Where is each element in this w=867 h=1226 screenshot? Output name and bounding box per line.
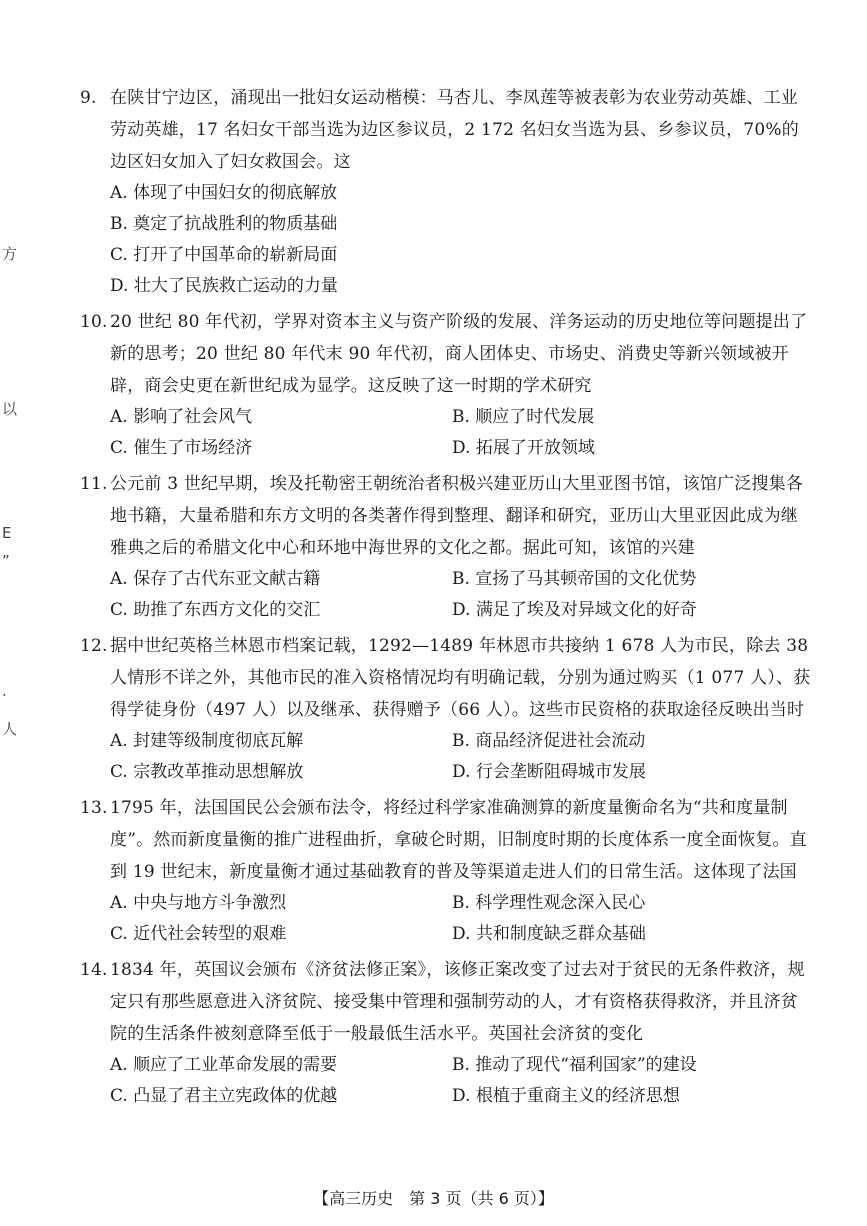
option-list [80,1050,815,1112]
option-a[interactable]: A. 影响了社会风气 [110,407,253,427]
option-list [80,726,815,788]
option-b[interactable]: B. 科学理性观念深入民心 [452,893,646,913]
question-list [80,82,815,1116]
margin-mark: ” [2,552,10,570]
question-number: 9. [80,88,97,108]
option-a[interactable]: A. 顺应了工业革命发展的需要 [110,1055,338,1075]
question-stem [80,630,815,726]
option-d[interactable]: D. 根植于重商主义的经济思想 [452,1086,680,1106]
question-number: 10. [80,312,108,332]
question-10 [80,306,815,464]
option-list [80,402,815,464]
question-text: 1795 年，法国国民公会颁布法令，将经过科学家准确测算的新度量衡命名为“共和度量制度”。然而新度量衡的推广进程曲折，拿破仑时期，旧制度时期的长度体系一度全面恢复。直到 19 世纪末，新度量衡才通过基础教育的普及等渠道走进人们的日常生活。这体现了法国 [110,798,807,882]
question-text: 1834 年，英国议会颁布《济贫法修正案》，该修正案改变了过去对于贫民的无条件救济，规定只有那些愿意进入济贫院、接受集中管理和强制劳动的人，才有资格获得救济，并且济贫院的生活条件被刻意降至低于一般最低生活水平。英国社会济贫的变化 [110,960,805,1044]
option-c[interactable]: C. 凸显了君主立宪政体的优越 [110,1086,338,1106]
question-11 [80,468,815,626]
option-list [80,178,815,302]
margin-mark: 方 [2,245,18,263]
question-12 [80,630,815,788]
margin-mark: 以 [2,400,18,418]
question-number: 12. [80,636,108,656]
option-b[interactable]: B. 顺应了时代发展 [452,407,595,427]
option-d[interactable]: D. 行会垄断阻碍城市发展 [452,762,646,782]
option-a[interactable]: A. 封建等级制度彻底瓦解 [110,731,304,751]
question-13 [80,792,815,950]
option-a[interactable]: A. 中央与地方斗争激烈 [110,893,287,913]
option-a[interactable]: A. 保存了古代东亚文献古籍 [110,569,321,589]
question-text: 公元前 3 世纪早期，埃及托勒密王朝统治者积极兴建亚历山大里亚图书馆，该馆广泛搜集各地书籍，大量希腊和东方文明的各类著作得到整理、翻译和研究，亚历山大里亚因此成为继雅典之后的希腊文化中心和环地中海世界的文化之都。据此可知，该馆的兴建 [110,474,804,558]
margin-mark: ⋅ [2,686,7,704]
option-c[interactable]: C. 近代社会转型的艰难 [110,924,287,944]
option-c[interactable]: C. 打开了中国革命的崭新局面 [110,245,338,265]
option-d[interactable]: D. 共和制度缺乏群众基础 [452,924,646,944]
question-number: 14. [80,960,108,980]
margin-mark: 人 [2,720,18,738]
option-b[interactable]: B. 宣扬了马其顿帝国的文化优势 [452,569,697,589]
question-number: 13. [80,798,108,818]
margin-mark: E [2,524,12,542]
option-b[interactable]: B. 奠定了抗战胜利的物质基础 [110,214,338,234]
question-text: 在陕甘宁边区，涌现出一批妇女运动楷模：马杏儿、李凤莲等被表彰为农业劳动英雄、工业劳动英雄，17 名妇女干部当选为边区参议员，2 172 名妇女当选为县、乡参议员，70%的边区妇女加入了妇女救国会。这 [110,88,799,172]
question-text: 据中世纪英格兰林恩市档案记载，1292—1489 年林恩市共接纳 1 678 人为市民，除去 38 人情形不详之外，其他市民的准入资格情况均有明确记载，分别为通过购买（1 077 人）、获得学徒身份（497 人）以及继承、获得赠予（66 人）。这些市民资格的获取途径反映出当时 [110,636,811,720]
option-b[interactable]: B. 商品经济促进社会流动 [452,731,646,751]
question-stem [80,468,815,564]
option-c[interactable]: C. 宗教改革推动思想解放 [110,762,304,782]
question-text: 20 世纪 80 年代初，学界对资本主义与资产阶级的发展、洋务运动的历史地位等问题提出了新的思考；20 世纪 80 年代末 90 年代初，商人团体史、市场史、消费史等新兴领域被开辟，商会史更在新世纪成为显学。这反映了这一时期的学术研究 [110,312,808,396]
question-14 [80,954,815,1112]
option-c[interactable]: C. 助推了东西方文化的交汇 [110,600,321,620]
question-number: 11. [80,474,108,494]
question-stem [80,306,815,402]
option-list [80,564,815,626]
option-b[interactable]: B. 推动了现代“福利国家”的建设 [452,1055,697,1075]
page-footer: 【高三历史 第 3 页（共 6 页）】 [313,1189,554,1208]
question-stem [80,792,815,888]
option-c[interactable]: C. 催生了市场经济 [110,438,253,458]
question-stem [80,82,815,178]
option-a[interactable]: A. 体现了中国妇女的彻底解放 [110,183,338,203]
option-d[interactable]: D. 满足了埃及对异域文化的好奇 [452,600,697,620]
option-list [80,888,815,950]
option-d[interactable]: D. 壮大了民族救亡运动的力量 [110,276,338,296]
question-stem [80,954,815,1050]
question-9 [80,82,815,302]
option-d[interactable]: D. 拓展了开放领域 [452,438,595,458]
